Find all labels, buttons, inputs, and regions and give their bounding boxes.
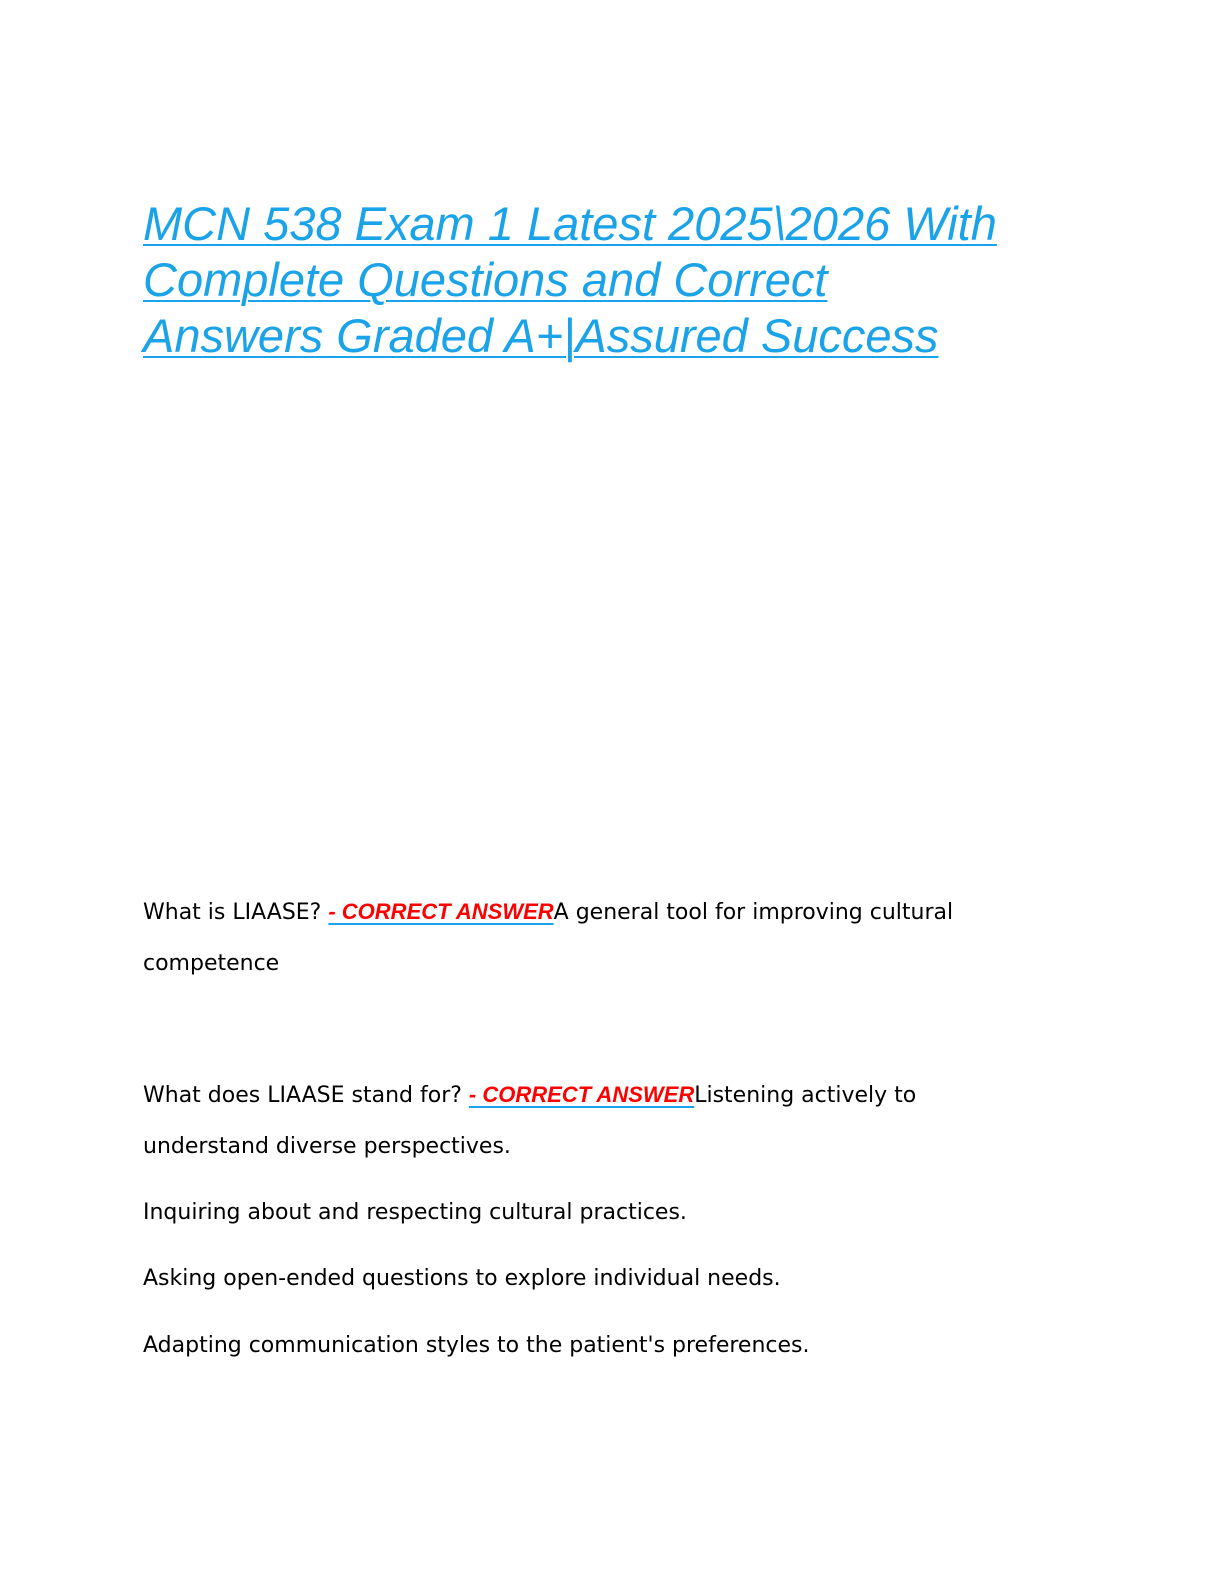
title-line-1: MCN 538 Exam 1 Latest 2025\2026 With xyxy=(143,197,997,250)
qa-item-2 xyxy=(143,1069,1043,1172)
title-line-2: Complete Questions and Correct xyxy=(143,253,828,306)
question-text: What is LIAASE? xyxy=(143,900,329,925)
correct-answer-marker[interactable]: - CORRECT ANSWER xyxy=(468,1082,695,1107)
answer-continuation-line: Inquiring about and respecting cultural practices. xyxy=(143,1200,687,1225)
correct-answer-marker[interactable]: - CORRECT ANSWER xyxy=(328,899,554,924)
answer-continuation-line: Asking open-ended questions to explore individual needs. xyxy=(143,1266,781,1291)
title-line-3: Answers Graded A+|Assured Success xyxy=(143,309,939,362)
answer-continuation-line: Adapting communication styles to the patient's preferences. xyxy=(143,1333,810,1358)
document-title[interactable] xyxy=(143,196,1143,364)
answer-text: Listening actively to understand diverse perspectives. xyxy=(143,1083,917,1159)
answer-text: A general tool for improving cultural competence xyxy=(143,900,954,976)
question-text: What does LIAASE stand for? xyxy=(143,1083,469,1108)
qa-item-1 xyxy=(143,886,1043,989)
